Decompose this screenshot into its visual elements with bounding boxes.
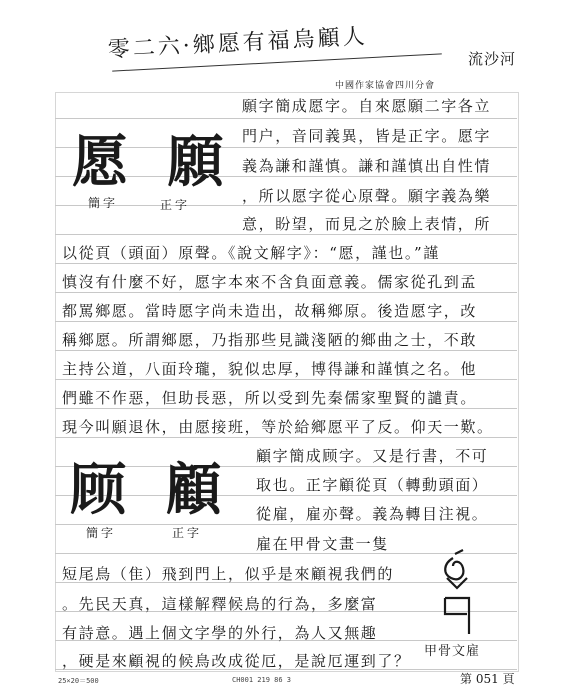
letterhead-org: 中國作家協會四川分會 bbox=[335, 81, 436, 91]
body-line-2: 門户，音同義異，皆是正字。愿字 bbox=[242, 127, 492, 145]
body-line-11: 們雖不作惡，但助長惡，所以受到先秦儒家聖賢的譴責。 bbox=[62, 389, 478, 407]
body-line-16: 雇在甲骨文畫一隻 bbox=[256, 535, 389, 553]
body-line-18: 。先民天真，這樣解釋候鳥的行為，多麼富 bbox=[62, 595, 378, 613]
body-line-6: 以從頁（頭面）原聲。《說文解字》：“愿，謹也。”謹 bbox=[62, 244, 440, 262]
figure-yuan-label-simplified: 簡字 bbox=[88, 196, 119, 210]
body-line-10: 主持公道，八面玲瓏，貌似忠厚，博得謙和謹慎之名。他 bbox=[62, 360, 478, 378]
oracle-bone-glyph bbox=[437, 548, 477, 638]
body-line-5: 意，盼望，而見之於臉上表情，所 bbox=[242, 215, 492, 233]
figure-gu-label-simplified: 簡字 bbox=[86, 526, 117, 540]
page-number-label bbox=[460, 670, 515, 687]
figure-yuan-chars: 愿 願 bbox=[72, 129, 234, 195]
figure-gu-label-traditional: 正字 bbox=[172, 526, 203, 540]
author-name: 流沙河 bbox=[468, 50, 517, 68]
body-line-17: 短尾鳥（隹）飛到門上，似乎是來顧視我們的 bbox=[62, 565, 395, 583]
page-number: 051 bbox=[475, 672, 499, 686]
grid-row-line bbox=[55, 118, 517, 119]
page-suffix: 頁 bbox=[502, 672, 515, 686]
body-line-1: 願字簡成愿字。自來愿願二字各立 bbox=[242, 97, 492, 115]
oracle-caption: 甲骨文雇 bbox=[424, 644, 481, 659]
figure-gu-chars: 顾 顧 bbox=[70, 457, 232, 523]
page-prefix: 第 bbox=[460, 672, 473, 686]
body-line-8: 都罵鄉愿。當時愿字尚未造出，故稱鄉原。後造愿字，改 bbox=[62, 302, 478, 320]
body-line-20: ，硬是來顧視的候鳥改成從厄，是說厄運到了？ bbox=[62, 652, 411, 670]
paper-code: CH001 219 86 3 bbox=[232, 676, 292, 684]
body-line-14: 取也。正字顧從頁（轉動頭面） bbox=[256, 476, 489, 494]
body-line-7: 慎沒有什麼不好，愿字本來不含負面意義。儒家從孔到孟 bbox=[62, 273, 478, 291]
grid-spec: 25×20＝500 bbox=[58, 677, 99, 685]
body-line-12: 現今叫願退休，由愿接班，等於給鄉愿平了反。仰天一歎。 bbox=[62, 418, 494, 436]
body-line-9: 稱鄉愿。所謂鄉愿，乃指那些見識淺陋的鄉曲之士，不敢 bbox=[62, 331, 478, 349]
body-line-19: 有詩意。遇上個文字學的外行，為人又無趣 bbox=[62, 624, 378, 642]
body-line-13: 顧字簡成顾字。又是行書，不可 bbox=[256, 447, 489, 465]
essay-title: 零二六·鄉愿有福烏顧人 bbox=[107, 24, 369, 63]
body-line-15: 從雇，雇亦聲。義為轉目注視。 bbox=[256, 505, 489, 523]
body-line-3: 義為謙和謹慎。謙和謹慎出自性情 bbox=[242, 157, 492, 175]
figure-yuan-label-traditional: 正字 bbox=[160, 198, 191, 212]
body-line-4: ，所以愿字從心原聲。願字義為樂 bbox=[242, 187, 492, 205]
